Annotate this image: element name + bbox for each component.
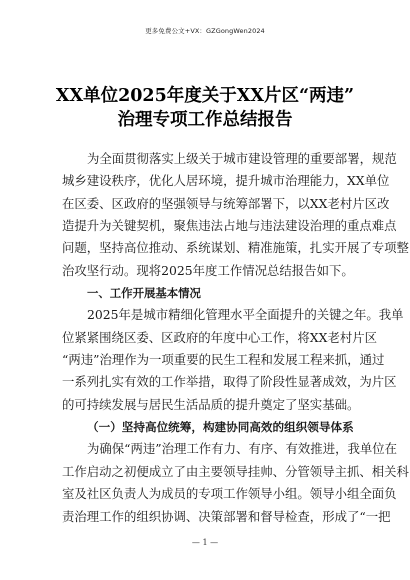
paragraph-line: 一系列扎实有效的工作举措，取得了阶段性显著成效，为片区	[62, 374, 397, 390]
paragraph-line: 治攻坚行动。现将2025年度工作情况总结报告如下。	[62, 262, 354, 278]
paragraph-line: 造提升为关键契机，聚焦违法占地与违法建设治理的重点难点	[62, 218, 397, 234]
paragraph-line: 责治理工作的组织协调、决策部署和督导检查，形成了“一把	[62, 508, 391, 524]
paragraph-line: 2025年是城市精细化管理水平全面提升的关键之年。我单	[87, 307, 404, 323]
page-number: — 1 —	[191, 538, 219, 547]
paragraph-line: 工作启动之初便成立了由主要领导挂帅、分管领导主抓、相关科	[62, 463, 409, 479]
section-heading: 一、工作开展基本情况	[87, 286, 201, 301]
title-line-1: XX单位2025年度关于XX片区“两违”	[55, 86, 355, 106]
subsection-heading: （一）坚持高位统筹，构建协同高效的组织领导体系	[87, 420, 354, 435]
paragraph-line: 问题，坚持高位推动、系统谋划、精准施策，扎实开展了专项整	[62, 240, 409, 256]
document-title	[40, 84, 370, 132]
paragraph-line: 为确保“两违”治理工作有力、有序、有效推进，我单位在	[87, 441, 398, 457]
title-line-2: 治理专项工作总结报告	[117, 110, 293, 130]
paragraph-line: 位紧紧围绕区委、区政府的年度中心工作，将XX老村片区	[62, 329, 378, 345]
paragraph-line: 为全面贯彻落实上级关于城市建设管理的重要部署，规范	[87, 151, 397, 166]
paragraph-line: 在区委、区政府的坚强领导与统筹部署下，以XX老村片区改	[62, 195, 390, 211]
paragraph-line: 城乡建设秩序，优化人居环境，提升城市治理能力，XX单位	[62, 173, 390, 189]
paragraph-line: “两违”治理作为一项重要的民生工程和发展工程来抓，通过	[62, 352, 385, 368]
document-body	[62, 148, 409, 528]
paragraph-line: 的可持续发展与居民生活品质的提升奠定了坚实基础。	[62, 396, 360, 412]
header-note: 更多免费公文+VX：GZGongWen2024	[145, 27, 265, 35]
paragraph-line: 室及社区负责人为成员的专项工作领导小组。领导小组全面负	[62, 486, 397, 502]
